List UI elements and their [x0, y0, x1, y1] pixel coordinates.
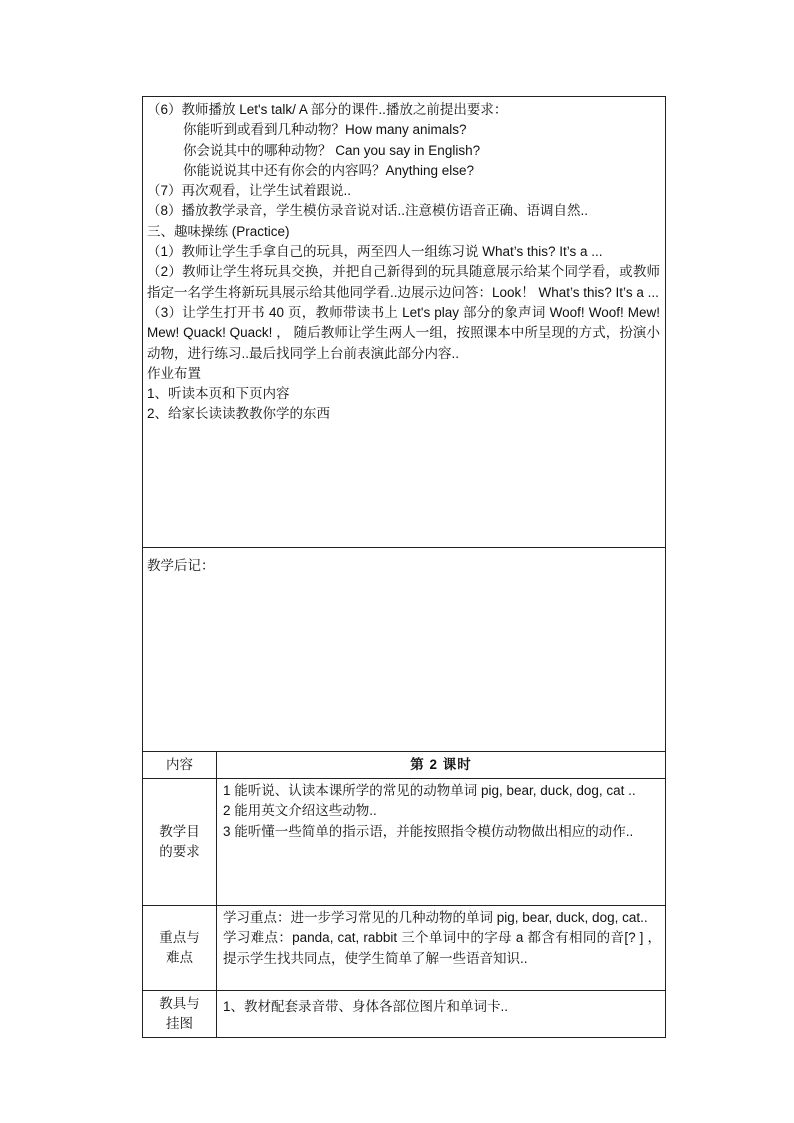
procedure-line: （6）教师播放 Let's talk/ A 部分的课件..播放之前提出要求： — [147, 102, 508, 117]
goals-label: 教学目的要求 — [159, 823, 200, 859]
content-label: 内容 — [143, 752, 217, 779]
homework-item: 1、听读本页和下页内容 — [147, 386, 290, 402]
procedure-cell — [143, 97, 666, 548]
lesson-header-row — [143, 752, 666, 779]
procedure-line: （2）教师让学生将玩具交换，并把自己新得到的玩具随意展示给某个同学看，或教师指定一名学生将新玩具展示给其他同学看..边展示边问答：Look！ What’s this? It’s a ... — [147, 264, 660, 300]
lesson-plan-page — [142, 96, 665, 1038]
procedure-line: 你会说其中的哪种动物？ Can you say in English? — [183, 142, 481, 158]
key-label-cell — [143, 906, 217, 991]
key-point-item: 学习重点：进一步学习常见的几种动物的单词 pig, bear, duck, dog, cat.. — [223, 910, 648, 925]
homework-heading: 作业布置 — [147, 365, 201, 381]
goal-item: 2 能用英文介绍这些动物.. — [223, 803, 377, 819]
procedure-line: 你能说说其中还有你会的内容吗？Anything else? — [183, 162, 475, 178]
key-point-item: 学习难点：panda, cat, rabbit 三个单词中的字母 a 都含有相同的音[? ] ，提示学生找共同点，使学生简单了解一些语音知识.. — [223, 930, 661, 966]
goals-label-cell — [143, 779, 217, 906]
procedure-line: （8）播放教学录音，学生模仿录音说对话..注意模仿语音正确、语调自然.. — [147, 203, 589, 219]
procedure-row — [143, 97, 666, 548]
procedure-line: （1）教师让学生手拿自己的玩具，两至四人一组练习说 What’s this? It’s a ... — [147, 244, 603, 260]
procedure-line: （3）让学生打开书 40 页，教师带读书上 Let's play 部分的象声词 Woof! Woof! Mew! Mew! Quack! Quack! ， 随后教师让学生两人一组，按照课本中所呈现的方式，扮演小动物，进行练习..最后找同学上台前表演此部分内容.. — [147, 304, 660, 361]
notes-label: 教学后记： — [147, 558, 215, 573]
procedure-line: （7）再次观看，让学生试着跟说.. — [147, 183, 352, 199]
tools-label-cell — [143, 991, 217, 1038]
lesson-title: 第 2 课时 — [217, 752, 666, 779]
key-points-cell — [217, 906, 666, 991]
tools-row — [143, 991, 666, 1038]
procedure-line: 你能听到或看到几种动物？How many animals? — [183, 122, 467, 138]
notes-cell — [143, 548, 666, 752]
tools-label: 教具与挂图 — [159, 995, 200, 1031]
notes-row — [143, 548, 666, 752]
goal-item: 1 能听说、认读本课所学的常见的动物单词 pig, bear, duck, dog, cat .. — [223, 783, 636, 798]
goal-item: 3 能听懂一些简单的指示语，并能按照指令模仿动物做出相应的动作.. — [223, 823, 634, 839]
lesson-plan-table — [142, 96, 666, 1038]
key-label: 重点与难点 — [159, 929, 200, 965]
tools-item: 1、教材配套录音带、身体各部位图片和单词卡.. — [223, 999, 509, 1014]
tools-cell — [217, 991, 666, 1038]
section-heading: 三、趣味操练 (Practice) — [147, 223, 290, 239]
goals-cell — [217, 779, 666, 906]
key-points-row — [143, 906, 666, 991]
homework-item: 2、给家长读读教教你学的东西 — [147, 406, 331, 422]
goals-row — [143, 779, 666, 906]
